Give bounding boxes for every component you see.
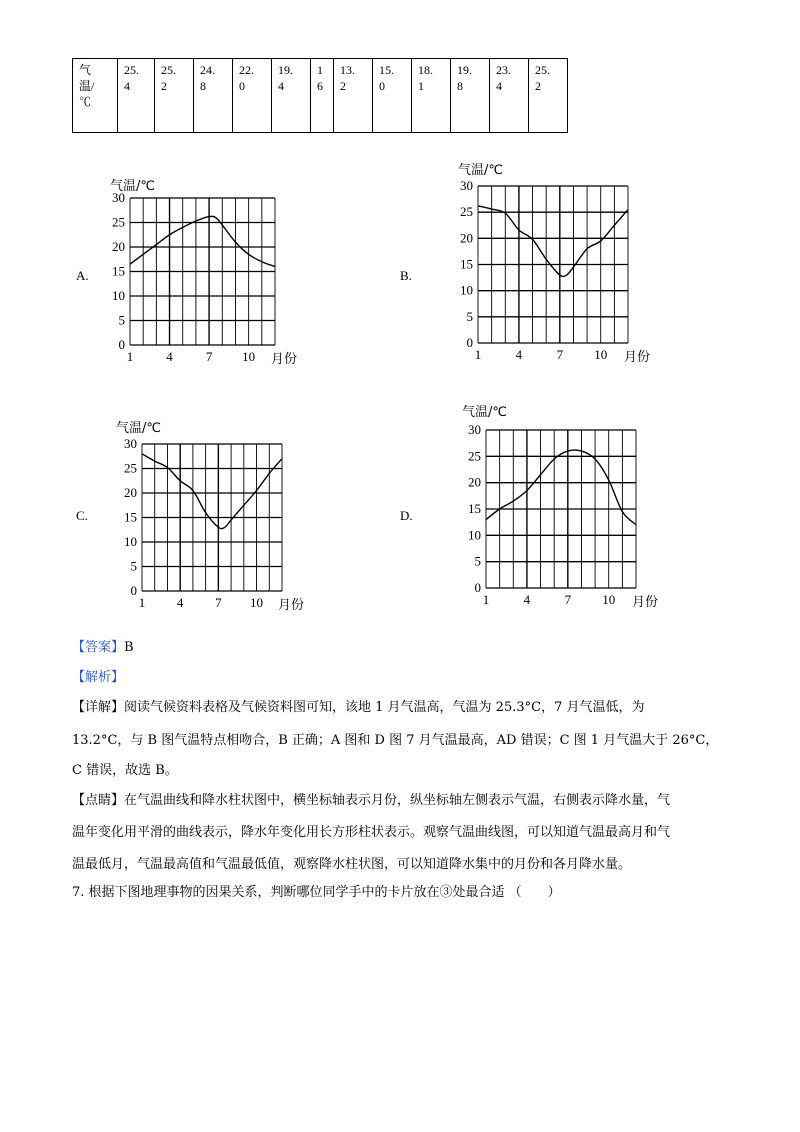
- tip-text-3: 温最低月，气温最高值和气温最低值，观察降水柱状图，可以知道降水集中的月份和各月降水量。: [72, 857, 632, 872]
- cell-value: 24. 8: [200, 63, 215, 93]
- table-cell: [233, 59, 272, 133]
- temperature-curve: [478, 206, 628, 277]
- analysis-tag: 【解析】: [72, 670, 125, 685]
- y-tick-label: 5: [474, 553, 481, 569]
- x-tick-label: 4: [166, 349, 173, 364]
- table-row: [73, 59, 568, 133]
- y-tick-label: 30: [460, 178, 473, 193]
- y-tick-label: 20: [468, 474, 481, 490]
- cell-value: 13. 2: [340, 63, 355, 93]
- temperature-curve: [130, 216, 275, 266]
- y-tick-label: 20: [112, 239, 125, 254]
- detail-text-2: 13.2°C，与 B 图气温特点相吻合，B 正确；A 图和 D 图 7 月气温最高，AD 错误；C 图 1 月气温大于 26°C，: [72, 733, 719, 748]
- x-tick-label: 4: [515, 347, 523, 362]
- table-header: 气温/℃: [79, 63, 95, 109]
- option-c-label: C.: [76, 508, 88, 523]
- y-tick-label: 25: [460, 204, 473, 220]
- y-tick-label: 25: [468, 448, 481, 464]
- y-tick-label: 15: [124, 509, 137, 525]
- y-tick-label: 25: [124, 460, 137, 476]
- x-tick-label: 7: [215, 595, 222, 610]
- tip-line-3: [72, 850, 631, 880]
- y-tick-label: 0: [474, 580, 481, 595]
- answer-value: B: [124, 640, 134, 655]
- x-tick-label: 7: [556, 347, 564, 362]
- cell-value: 25. 4: [124, 63, 139, 93]
- y-tick-label: 15: [468, 501, 481, 516]
- tip-tag: 【点睛】: [72, 793, 125, 808]
- y-tick-label: 25: [112, 214, 125, 230]
- x-axis-label: 月份: [271, 352, 298, 367]
- y-tick-label: 20: [460, 230, 473, 246]
- detail-text-3: C 错误，故选 B。: [72, 763, 178, 778]
- y-tick-label: 5: [130, 558, 137, 574]
- y-tick-label: 30: [124, 436, 137, 451]
- chart-c: [100, 414, 320, 614]
- chart-d: [448, 400, 668, 615]
- question-7: 7. 根据下图地理事物的因果关系，判断哪位同学手中的卡片放在③处最合适 （ ）: [72, 885, 561, 900]
- detail-line-2: [72, 726, 718, 756]
- x-tick-label: 10: [242, 349, 256, 364]
- answer-tag: 【答案】: [72, 640, 125, 655]
- cell-value: 18. 1: [418, 63, 433, 93]
- x-axis-label: 月份: [632, 595, 659, 610]
- cell-value: 23. 4: [496, 63, 511, 93]
- y-tick-label: 30: [112, 190, 125, 205]
- x-axis-label: 月份: [278, 598, 305, 613]
- chart-title: 气温/℃: [116, 421, 161, 436]
- x-tick-label: 1: [482, 592, 490, 607]
- tip-line-2: [72, 818, 670, 848]
- chart-title: 气温/℃: [462, 405, 507, 420]
- cell-value: 1 6: [317, 63, 323, 93]
- chart-a: [90, 170, 310, 370]
- table-cell: [334, 59, 373, 133]
- y-tick-label: 5: [118, 312, 125, 328]
- x-tick-label: 10: [602, 592, 616, 607]
- x-tick-label: 1: [474, 347, 482, 362]
- detail-line-3: [72, 756, 178, 786]
- temperature-curve: [486, 450, 636, 525]
- chart-title: 气温/℃: [110, 179, 155, 194]
- option-b-label: B.: [400, 268, 412, 283]
- cell-value: 19. 8: [457, 63, 472, 93]
- cell-value: 15. 0: [379, 63, 394, 93]
- table-cell: [373, 59, 412, 133]
- y-tick-label: 10: [124, 534, 137, 549]
- y-tick-label: 10: [112, 288, 125, 303]
- cell-value: 25. 2: [535, 63, 550, 93]
- analysis-line: [72, 663, 124, 693]
- table-cell: [155, 59, 194, 133]
- tip-text-1: 在气温曲线和降水柱状图中，横坐标轴表示月份，纵坐标轴左侧表示气温，右侧表示降水量，气: [124, 793, 671, 808]
- table-cell: [311, 59, 334, 133]
- table-cell: [529, 59, 568, 133]
- y-tick-label: 0: [130, 583, 137, 598]
- temperature-table: [72, 58, 568, 133]
- y-tick-label: 10: [460, 282, 473, 298]
- y-tick-label: 0: [118, 337, 125, 352]
- x-tick-label: 1: [138, 595, 146, 610]
- chart-title: 气温/℃: [458, 163, 503, 178]
- x-tick-label: 7: [564, 592, 572, 607]
- x-tick-label: 7: [205, 349, 213, 364]
- y-tick-label: 0: [466, 335, 473, 350]
- answer-line: [72, 633, 134, 663]
- cell-value: 22. 0: [239, 63, 254, 93]
- detail-line-1: [72, 693, 644, 723]
- tip-line-1: [72, 786, 670, 816]
- table-cell: [194, 59, 233, 133]
- y-tick-label: 5: [466, 308, 473, 324]
- x-tick-label: 4: [176, 595, 184, 610]
- table-cell: [412, 59, 451, 133]
- table-cell: [118, 59, 155, 133]
- y-tick-label: 15: [112, 263, 125, 279]
- cell-value: 19. 4: [278, 63, 293, 93]
- tip-text-2: 温年变化用平滑的曲线表示，降水年变化用长方形柱状表示。观察气温曲线图，可以知道气温最高月和气: [72, 825, 671, 840]
- table-cell: [451, 59, 490, 133]
- y-tick-label: 10: [468, 527, 481, 543]
- option-d-label: D.: [400, 508, 413, 523]
- x-tick-label: 10: [250, 595, 264, 610]
- x-tick-label: 10: [594, 347, 608, 362]
- table-cell: [272, 59, 311, 133]
- y-tick-label: 15: [460, 256, 473, 272]
- x-axis-label: 月份: [624, 350, 651, 365]
- y-tick-label: 20: [124, 485, 137, 500]
- cell-value: 25. 2: [161, 63, 176, 93]
- table-header-cell: [73, 59, 118, 133]
- chart-b: [440, 156, 660, 366]
- x-tick-label: 4: [523, 592, 531, 607]
- y-tick-label: 30: [468, 422, 481, 437]
- option-a-label: A.: [76, 268, 89, 283]
- table-cell: [490, 59, 529, 133]
- detail-tag: 【详解】: [72, 700, 125, 715]
- detail-text-1: 阅读气候资料表格及气候资料图可知，该地 1 月气温高，气温为 25.3°C，7 月气温低，为: [124, 700, 645, 715]
- x-tick-label: 1: [126, 349, 134, 364]
